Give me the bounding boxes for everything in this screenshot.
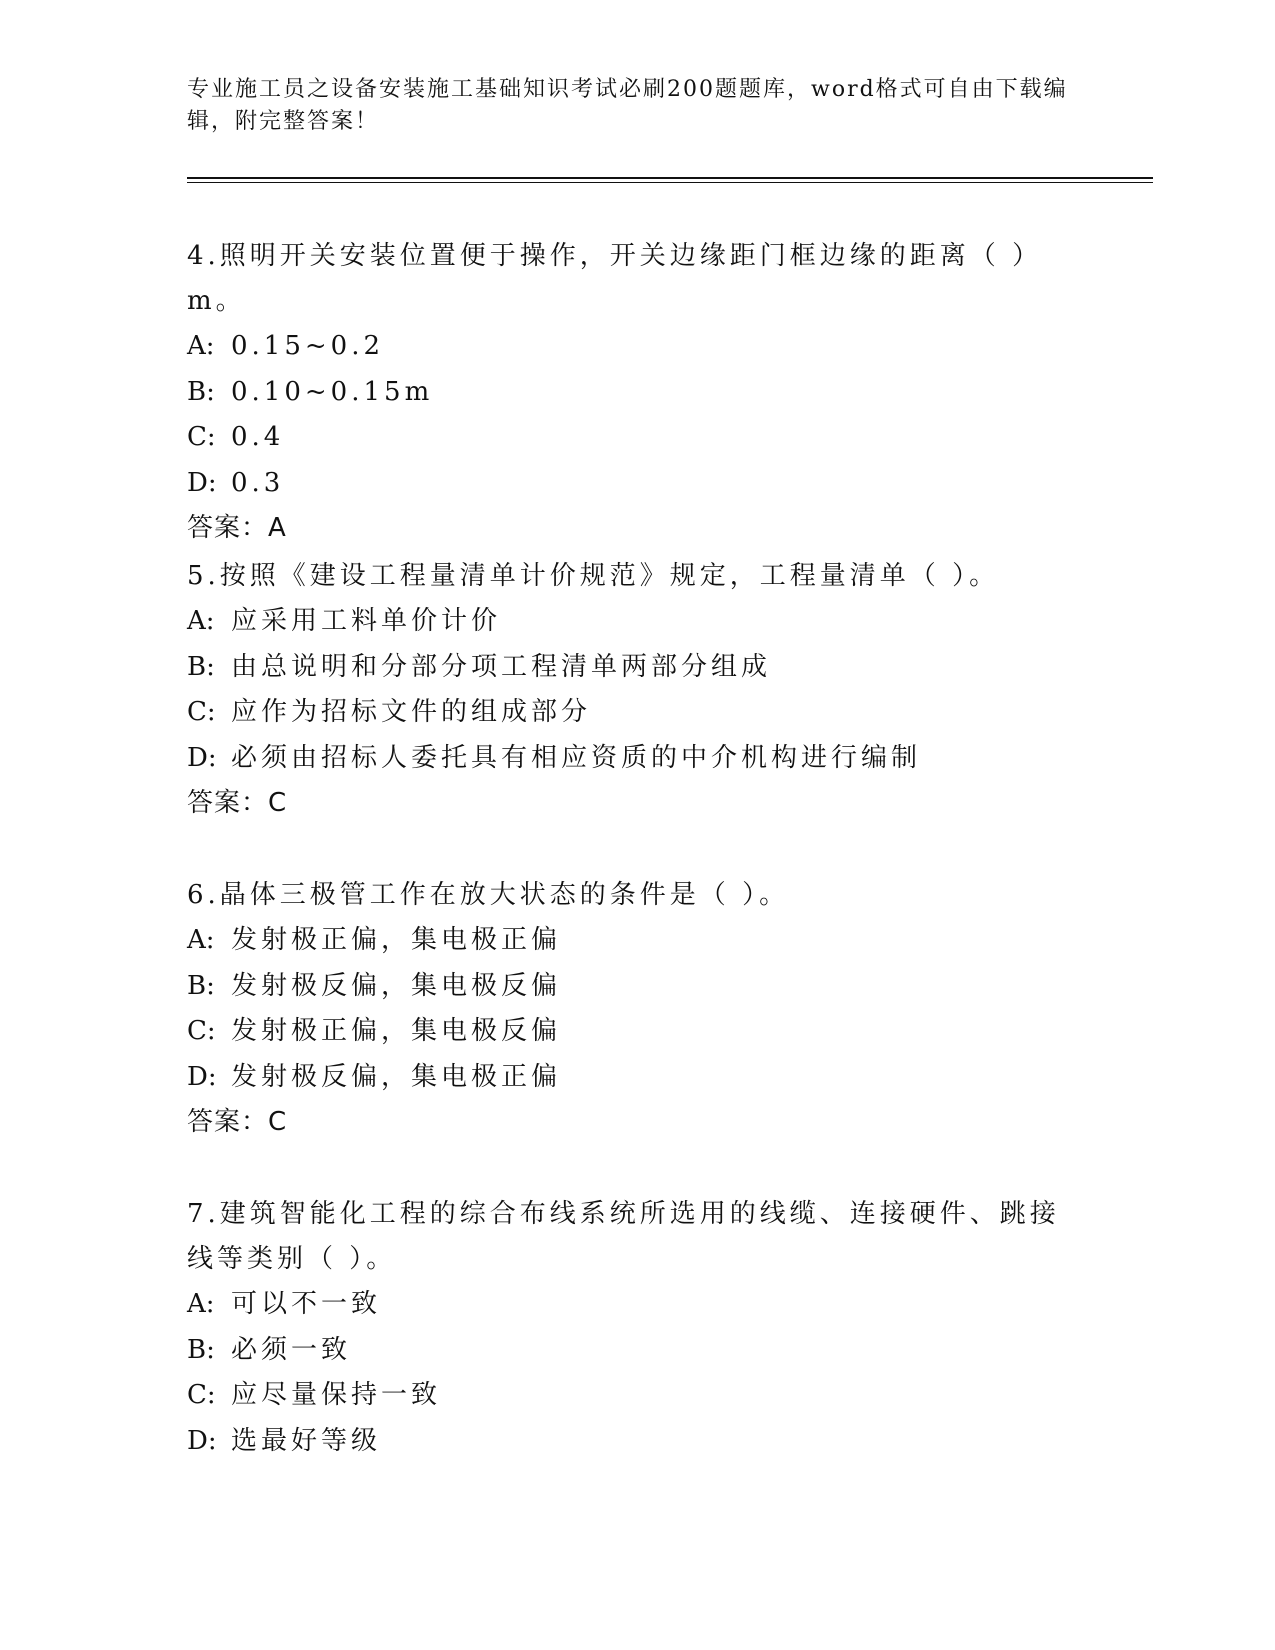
- option-b: [187, 1328, 1087, 1374]
- question-stem: 5.按照《建设工程量清单计价规范》规定，工程量清单（ ）。: [187, 561, 1000, 591]
- option-c: [187, 1373, 1087, 1419]
- header-divider-thick: [187, 177, 1153, 179]
- option-b: [187, 964, 1087, 1010]
- option-letter: D:: [187, 1061, 217, 1092]
- option-letter: A:: [187, 606, 215, 636]
- option-a: [187, 1282, 1087, 1328]
- option-letter: C:: [187, 422, 216, 452]
- option-text: 必须一致: [231, 1334, 352, 1365]
- option-letter: B:: [187, 376, 215, 407]
- option-letter: C:: [187, 697, 216, 727]
- option-b: [187, 370, 1087, 416]
- option-letter: B:: [187, 970, 215, 1001]
- option-letter: C:: [187, 1016, 216, 1046]
- option-a: [187, 918, 1087, 964]
- option-text: 可以不一致: [231, 1289, 382, 1319]
- header-divider-thin: [187, 182, 1153, 183]
- option-d: [187, 1419, 1087, 1465]
- option-text: 应尽量保持一致: [231, 1380, 442, 1410]
- option-letter: D:: [187, 1425, 217, 1456]
- option-text: 发射极正偏，集电极反偏: [231, 1016, 562, 1046]
- option-c: [187, 415, 1087, 461]
- option-letter: D:: [187, 467, 217, 498]
- option-text: 0.15~0.2: [231, 331, 385, 361]
- answer-line: 答案：C: [187, 1107, 288, 1137]
- option-text: 由总说明和分部分项工程清单两部分组成: [231, 651, 772, 682]
- option-d: [187, 461, 1087, 507]
- option-letter: D:: [187, 742, 217, 773]
- option-c: [187, 690, 1087, 736]
- option-text: 应采用工料单价计价: [231, 606, 502, 636]
- question-5: [187, 554, 1087, 826]
- option-a: [187, 599, 1087, 645]
- question-6: [187, 873, 1087, 1145]
- option-letter: A:: [187, 1289, 215, 1319]
- option-text: 应作为招标文件的组成部分: [231, 697, 592, 727]
- option-text: 0.10~0.15m: [231, 376, 434, 407]
- option-d: [187, 1055, 1087, 1101]
- option-text: 发射极反偏，集电极反偏: [231, 970, 562, 1001]
- option-c: [187, 1009, 1087, 1055]
- option-text: 发射极反偏，集电极正偏: [231, 1061, 562, 1092]
- option-text: 选最好等级: [231, 1425, 382, 1456]
- answer-line: 答案：A: [187, 513, 287, 543]
- option-b: [187, 645, 1087, 691]
- answer-line: 答案：C: [187, 788, 288, 818]
- option-letter: A:: [187, 331, 215, 361]
- option-text: 发射极正偏，集电极正偏: [231, 925, 562, 955]
- question-4: [187, 234, 1087, 551]
- option-text: 必须由招标人委托具有相应资质的中介机构进行编制: [231, 742, 922, 773]
- option-letter: B:: [187, 1334, 215, 1365]
- question-stem: 7.建筑智能化工程的综合布线系统所选用的线缆、连接硬件、跳接线等类别（ ）。: [187, 1199, 1060, 1274]
- option-letter: A:: [187, 925, 215, 955]
- question-7: [187, 1192, 1087, 1464]
- option-d: [187, 736, 1087, 782]
- option-text: 0.4: [231, 422, 285, 452]
- option-letter: B:: [187, 651, 215, 682]
- option-letter: C:: [187, 1380, 216, 1410]
- option-a: [187, 324, 1087, 370]
- document-header: 专业施工员之设备安装施工基础知识考试必刷200题题库，word格式可自由下载编辑，附完整答案！: [187, 77, 1068, 134]
- question-stem: 6.晶体三极管工作在放大状态的条件是（ ）。: [187, 880, 790, 910]
- option-text: 0.3: [231, 467, 285, 498]
- question-stem: 4.照明开关安装位置便于操作，开关边缘距门框边缘的距离（ ）m。: [187, 241, 1043, 316]
